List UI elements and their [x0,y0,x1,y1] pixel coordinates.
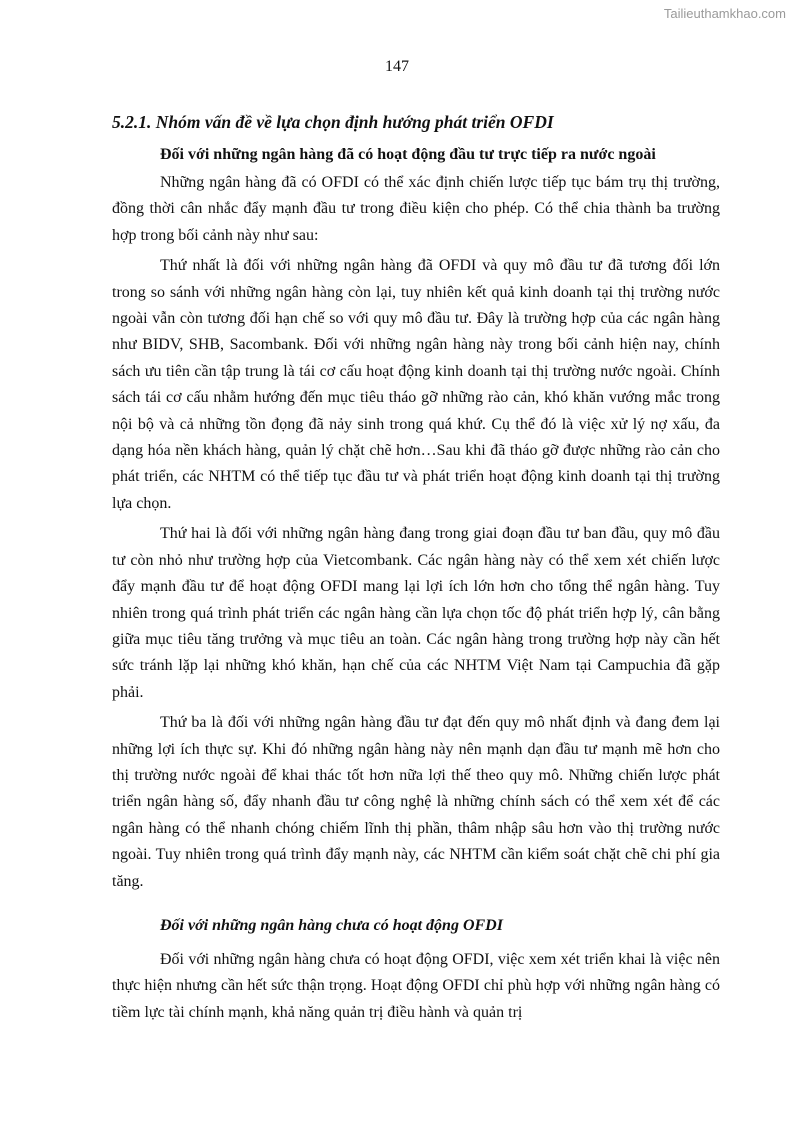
paragraph-second-case: Thứ hai là đối với những ngân hàng đang trong giai đoạn đầu tư ban đầu, quy mô đầu tư còn nhỏ như trường hợp của Vietcombank. Các ngân hàng này có thể xem xét chiến lược đẩy mạnh đầu tư để hoạt động OFDI mang lại lợi ích lớn hơn cho tổng thể ngân hàng. Tuy nhiên trong quá trình phát triển các ngân hàng cần lựa chọn tốc độ phát triển hợp lý, cân bằng giữa mục tiêu tăng trưởng và mục tiêu an toàn. Các ngân hàng trong trường hợp này cần hết sức tránh lặp lại những khó khăn, hạn chế của các NHTM Việt Nam tại Campuchia đã gặp phải. [112,525,720,701]
paragraph-no-ofdi: Đối với những ngân hàng chưa có hoạt động OFDI, việc xem xét triển khai là việc nên thực hiện nhưng cần hết sức thận trọng. Hoạt động OFDI chỉ phù hợp với những ngân hàng có tiềm lực tài chính mạnh, khả năng quản trị điều hành và quản trị [112,950,720,1021]
subheading-no-ofdi: Đối với những ngân hàng chưa có hoạt động OFDI [160,916,503,934]
document-body [112,112,720,1030]
page-number: 147 [385,58,409,75]
paragraph-third-case: Thứ ba là đối với những ngân hàng đầu tư đạt đến quy mô nhất định và đang đem lại những lợi ích thực sự. Khi đó những ngân hàng này nên mạnh dạn đầu tư mạnh mẽ hơn cho thị trường nước ngoài để khai thác tốt hơn nữa lợi thế theo quy mô. Những chiến lược phát triển ngân hàng số, đẩy nhanh đầu tư công nghệ là những chính sách có thể xem xét để các ngân hàng có thể nhanh chóng chiếm lĩnh thị phần, thâm nhập sâu hơn vào thị trường nước ngoài. Tuy nhiên trong quá trình đẩy mạnh này, các NHTM cần kiểm soát chặt chẽ chi phí gia tăng. [112,714,720,890]
watermark-text: Tailieuthamkhao.com [663,6,786,21]
subheading-existing-ofdi: Đối với những ngân hàng đã có hoạt động đầu tư trực tiếp ra nước ngoài [160,146,656,163]
paragraph-first-case: Thứ nhất là đối với những ngân hàng đã OFDI và quy mô đầu tư đã tương đối lớn trong so sánh với những ngân hàng còn lại, tuy nhiên kết quả kinh doanh tại thị trường nước ngoài vẫn còn tương đối hạn chế so với quy mô đầu tư. Đây là trường hợp của các ngân hàng như BIDV, SHB, Sacombank. Đối với những ngân hàng này trong bối cảnh hiện nay, chính sách ưu tiên cần tập trung là tái cơ cấu hoạt động kinh doanh tại thị trường nước ngoài. Chính sách tái cơ cấu nhằm hướng đến mục tiêu tháo gỡ những rào cản, khó khăn vướng mắc trong nội bộ và cả những tồn đọng đã nảy sinh trong quá khứ. Cụ thể đó là việc xử lý nợ xấu, đa dạng hóa nền khách hàng, quản lý chặt chẽ hơn…Sau khi đã tháo gỡ được những rào cản cho phát triển, các NHTM có thể tiếp tục đầu tư và phát triển hoạt động kinh doanh tại thị trường lựa chọn. [112,257,720,512]
section-heading: 5.2.1. Nhóm vấn đề về lựa chọn định hướng phát triển OFDI [112,112,554,132]
paragraph-intro: Những ngân hàng đã có OFDI có thể xác định chiến lược tiếp tục bám trụ thị trường, đồng thời cân nhắc đẩy mạnh đầu tư trong điều kiện cho phép. Có thể chia thành ba trường hợp trong bối cảnh này như sau: [112,174,720,244]
